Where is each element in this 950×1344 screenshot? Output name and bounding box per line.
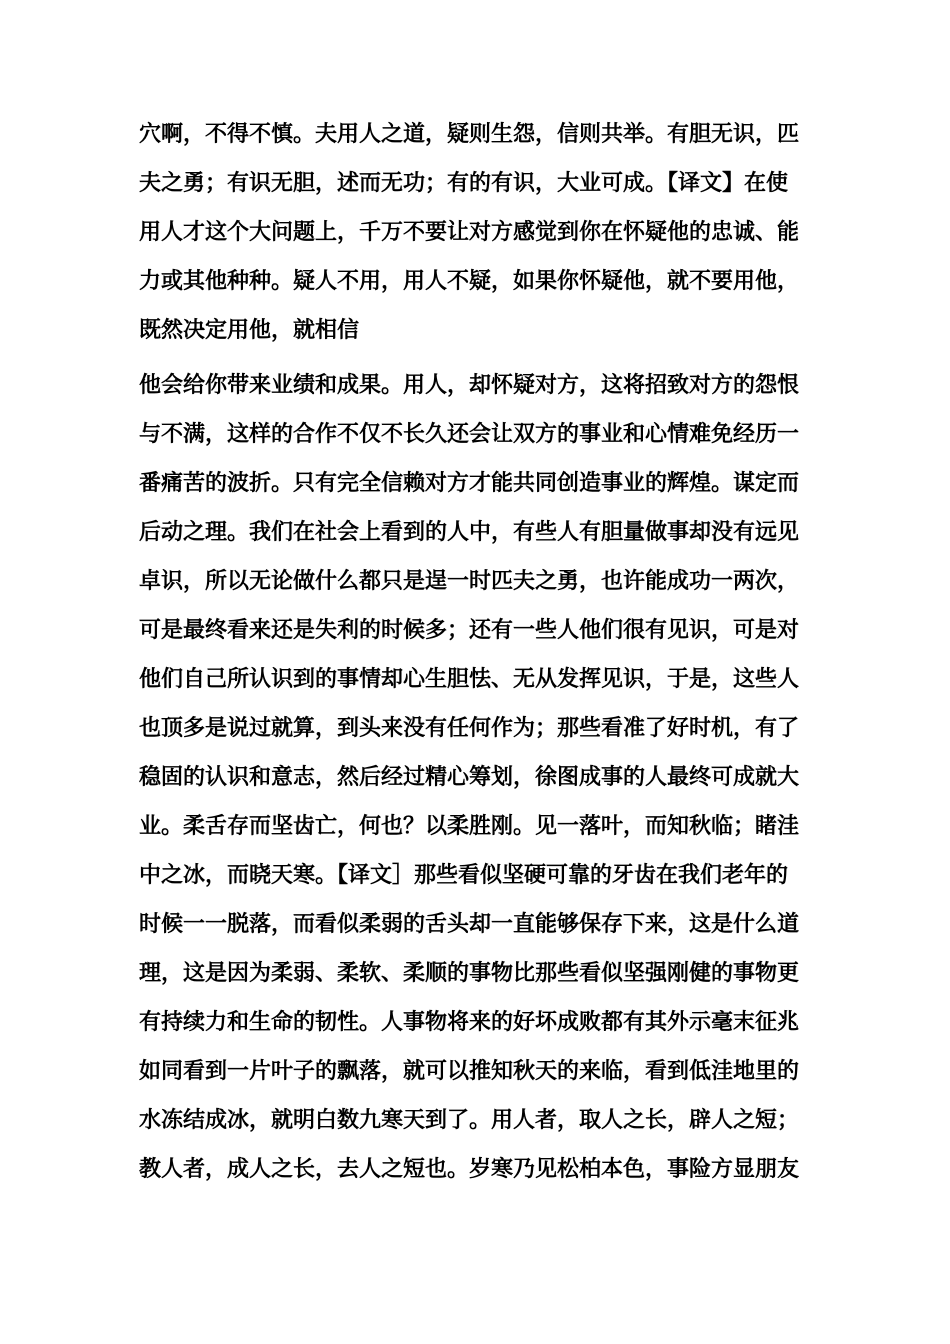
text-line: 有持续力和生命的韧性。人事物将来的好坏成败都有其外示毫末征兆 — [139, 1010, 800, 1035]
text-line: 力或其他种种。疑人不用，用人不疑，如果你怀疑他，就不要用他， — [139, 269, 800, 294]
text-line: 理，这是因为柔弱、柔软、柔顺的事物比那些看似坚强刚健的事物更 — [139, 961, 800, 986]
text-line: 水冻结成冰，就明白数九寒天到了。用人者，取人之长，辟人之短； — [139, 1108, 800, 1133]
text-line: 中之冰，而晓天寒。【译文］那些看似坚硬可靠的牙齿在我们老年的 — [139, 863, 789, 888]
text-line: 夫之勇；有识无胆，述而无功；有的有识，大业可成。【译文】在使 — [139, 171, 789, 196]
text-line: 用人才这个大问题上，千万不要让对方感觉到你在怀疑他的忠诚、能 — [139, 220, 800, 245]
text-line: 也顶多是说过就算，到头来没有任何作为；那些看准了好时机，有了 — [139, 716, 800, 741]
text-line: 稳固的认识和意志，然后经过精心筹划，徐图成事的人最终可成就大 — [139, 765, 800, 790]
text-line: 他会给你带来业绩和成果。用人，却怀疑对方，这将招致对方的怨恨 — [139, 373, 800, 398]
text-line: 与不满，这样的合作不仅不长久还会让双方的事业和心情难免经历一 — [139, 422, 800, 447]
paragraph-2 — [139, 368, 819, 1201]
text-line: 番痛苦的波折。只有完全信赖对方才能共同创造事业的辉煌。谋定而 — [139, 471, 800, 496]
text-line: 可是最终看来还是失利的时候多；还有一些人他们很有见识，可是对 — [139, 618, 800, 643]
text-line: 他们自己所认识到的事情却心生胆怯、无从发挥见识，于是，这些人 — [139, 667, 800, 692]
text-line: 卓识，所以无论做什么都只是逞一时匹夫之勇，也许能成功一两次， — [139, 569, 800, 594]
text-line: 如同看到一片叶子的飘落，就可以推知秋天的来临，看到低洼地里的 — [139, 1059, 800, 1084]
text-line: 时候一一脱落，而看似柔弱的舌头却一直能够保存下来，这是什么道 — [139, 912, 800, 937]
text-line: 业。柔舌存而坚齿亡，何也？以柔胜刚。见一落叶，而知秋临；睹洼 — [139, 814, 800, 839]
text-line: 穴啊，不得不慎。夫用人之道，疑则生怨，信则共举。有胆无识，匹 — [139, 122, 800, 147]
text-line: 既然决定用他，就相信 — [139, 318, 360, 343]
text-line: 教人者，成人之长，去人之短也。岁寒乃见松柏本色，事险方显朋友 — [139, 1157, 800, 1182]
paragraph-1 — [139, 117, 819, 362]
text-line: 后动之理。我们在社会上看到的人中，有些人有胆量做事却没有远见 — [139, 520, 800, 545]
